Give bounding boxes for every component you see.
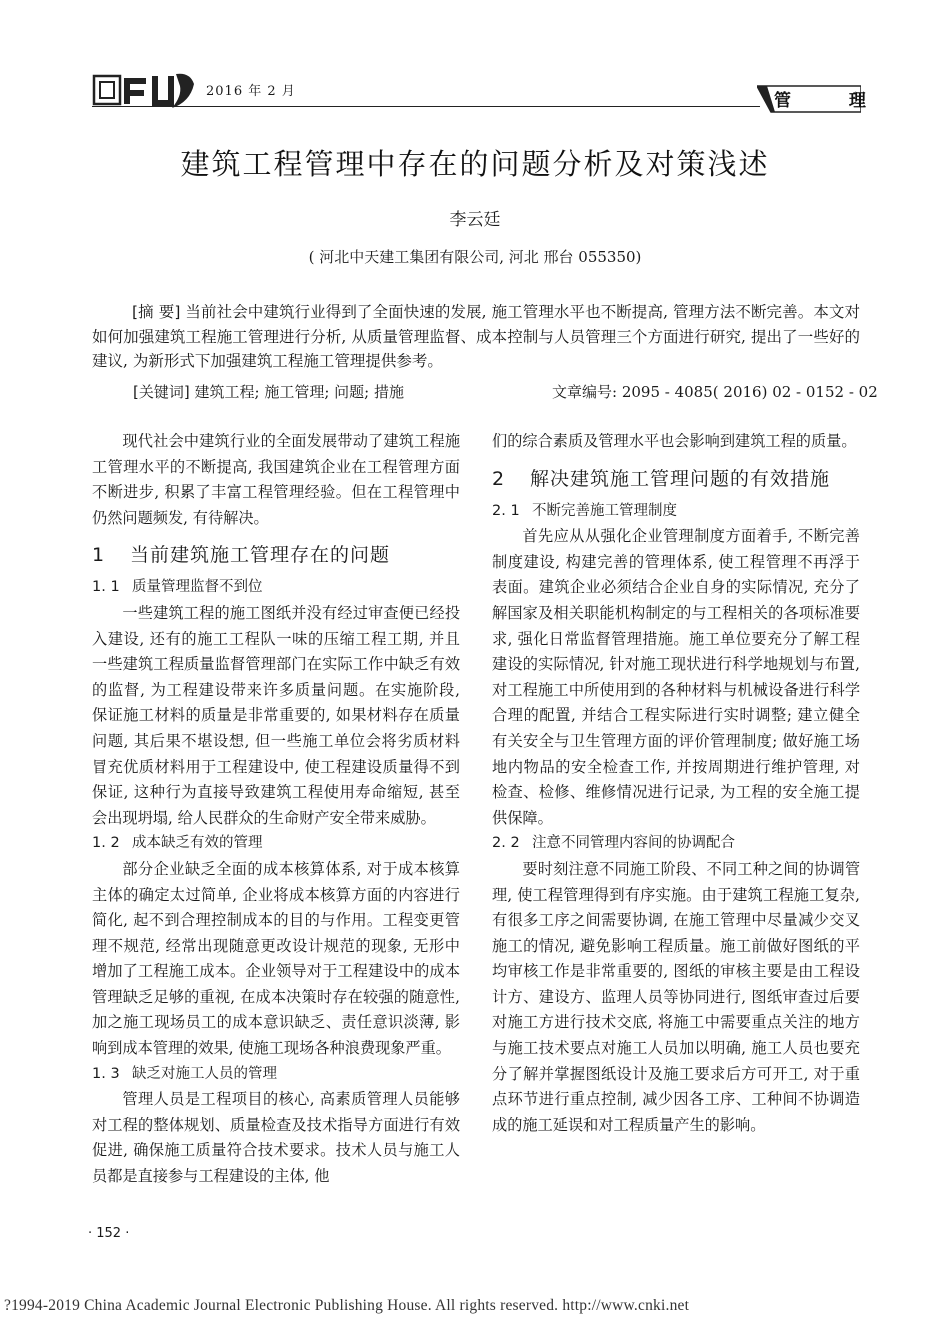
journal-logo xyxy=(92,70,198,110)
section-1-2-title: 成本缺乏有效的管理 xyxy=(132,835,263,852)
section-2-2-title: 注意不同管理内容间的协调配合 xyxy=(532,835,735,852)
article-number: 文章编号: 2095 - 4085( 2016) 02 - 0152 - 02 xyxy=(552,383,878,401)
section-2-2-paragraph: 要时刻注意不同施工阶段、不同工种之间的协调管理, 使工程管理得到有序实施。由于建筑工程施工复杂, 有很多工序之间需要协调, 在施工管理中尽量减少交叉施工的情况, 避免影响工程质量。施工前做好图纸的平均审核工作是非常重要的, 图纸的审核主要是由工程设计方、建设方、监理人员等协同进行, 图纸审查过后要对施工方进行技术交底, 将施工中需要重点关注的地方与施工技术要点对施工人员加以明确, 施工人员也要充分了解并掌握图纸设计及施工要求后方可开工, 对于重点环节进行重点控制, 减少因各工序、工种间不协调造成的施工延误和对工程质量产生的影响。 xyxy=(492,859,860,1134)
continuation-paragraph: 们的综合素质及管理水平也会影响到建筑工程的质量。 xyxy=(492,432,857,450)
abstract-label: [摘 要] xyxy=(132,303,181,321)
article-title: 建筑工程管理中存在的问题分析及对策浅述 xyxy=(180,147,770,181)
section-1-3-heading xyxy=(92,1062,460,1088)
section-1-3-title: 缺乏对施工人员的管理 xyxy=(132,1065,277,1082)
section-label: 管 理 xyxy=(774,91,892,111)
left-column xyxy=(92,429,460,1190)
section-2-number: 2 xyxy=(492,467,506,490)
section-2-1-heading xyxy=(492,499,860,525)
abstract-text: 当前社会中建筑行业得到了全面快速的发展, 施工管理水平也不断提高, 管理方法不断完善。本文对如何加强建筑工程施工管理进行分析, 从质量管理监督、成本控制与人员管理三个方面进行研究, 提出了一些好的建议, 为新形式下加强建筑工程施工管理提供参考。 xyxy=(92,303,860,370)
section-1-2-paragraph: 部分企业缺乏全面的成本核算体系, 对于成本核算主体的确定太过简单, 企业将成本核算方面的内容进行简化, 起不到合理控制成本的目的与作用。工程变更管理不规范, 经常出现随意更改设计规范的现象, 无形中增加了工程施工成本。企业领导对于工程建设中的成本管理缺乏足够的重视, 在成本决策时存在较强的随意性, 加之施工现场员工的成本意识缺乏、责任意识淡薄, 影响到成本管理的效果, 使施工现场各种浪费现象严重。 xyxy=(92,859,460,1058)
author: 李云廷 xyxy=(449,210,501,230)
section-1-2-number: 1. 2 xyxy=(92,835,120,852)
intro-paragraph: 现代社会中建筑行业的全面发展带动了建筑工程施工管理水平的不断提高, 我国建筑企业在工程管理方面不断进步, 积累了丰富工程管理经验。但在工程管理中仍然问题频发, 有待解决。 xyxy=(92,432,460,527)
section-1-number: 1 xyxy=(92,544,106,567)
section-2-heading xyxy=(492,465,860,493)
section-1-1-paragraph: 一些建筑工程的施工图纸并没有经过审查便已经投入建设, 还有的施工工程队一味的压缩工程工期, 并且一些建筑工程质量监督管理部门在实际工作中缺乏有效的监督, 为工程建设带来许多质量问题。在实施阶段, 保证施工材料的质量是非常重要的, 如果材料存在质量问题, 其后果不堪设想, 但一些施工单位会将劣质材料冒充优质材料用于工程建设中, 使工程建设质量得不到保证, 这种行为直接导致建筑工程使用寿命缩短, 甚至会出现坍塌, 给人民群众的生命财产安全带来威胁。 xyxy=(92,603,460,827)
page-number: · 152 · xyxy=(88,1226,130,1241)
section-2-2-heading xyxy=(492,831,860,857)
issue-date: 2016 年 2 月 xyxy=(206,84,296,99)
abstract xyxy=(92,300,860,374)
right-column xyxy=(492,429,860,1138)
keywords-label: [关键词] xyxy=(133,383,190,401)
section-2-1-title: 不断完善施工管理制度 xyxy=(532,502,677,519)
section-1-2-heading xyxy=(92,831,460,857)
section-2-1-paragraph: 首先应从从强化企业管理制度方面着手, 不断完善制度建设, 构建完善的管理体系, 使工程管理不再浮于表面。建筑企业必须结合企业自身的实际情况, 充分了解国家及相关职能机构制定的与工程相关的各项标准要求, 强化日常监督管理措施。施工单位要充分了解工程建设的实际情况, 针对施工现状进行科学地规划与布置, 对工程施工中所使用到的各种材料与机械设备进行科学合理的配置, 并结合工程实际进行实时调整; 建立健全有关安全与卫生管理方面的评价管理制度; 做好施工场地内物品的安全检查工作, 并按周期进行维护管理, 对检查、检修、维修情况进行记录, 为工程的安全施工提供保障。 xyxy=(492,527,860,827)
section-1-title: 当前建筑施工管理存在的问题 xyxy=(130,544,391,567)
keywords xyxy=(133,381,404,402)
section-1-3-paragraph: 管理人员是工程项目的核心, 高素质管理人员能够对工程的整体规划、质量检查及技术指导方面进行有效促进, 确保施工质量符合技术要求。技术人员与施工人员都是直接参与工程建设的主体, 他 xyxy=(92,1090,460,1186)
section-2-1-number: 2. 1 xyxy=(492,502,520,519)
section-2-2-number: 2. 2 xyxy=(492,835,520,852)
section-1-1-number: 1. 1 xyxy=(92,579,120,596)
affiliation: ( 河北中天建工集团有限公司, 河北 邢台 055350) xyxy=(308,248,642,266)
section-1-3-number: 1. 3 xyxy=(92,1065,120,1082)
section-2-title: 解决建筑施工管理问题的有效措施 xyxy=(530,467,831,490)
section-1-1-heading xyxy=(92,575,460,601)
keywords-text: 建筑工程; 施工管理; 问题; 措施 xyxy=(194,383,404,401)
section-1-1-title: 质量管理监督不到位 xyxy=(132,579,263,596)
section-1-heading xyxy=(92,541,460,569)
header-rule xyxy=(92,106,760,107)
copyright-line: ?1994-2019 China Academic Journal Electronic Publishing House. All rights reserved. http://www.cnki.net xyxy=(4,1297,690,1314)
